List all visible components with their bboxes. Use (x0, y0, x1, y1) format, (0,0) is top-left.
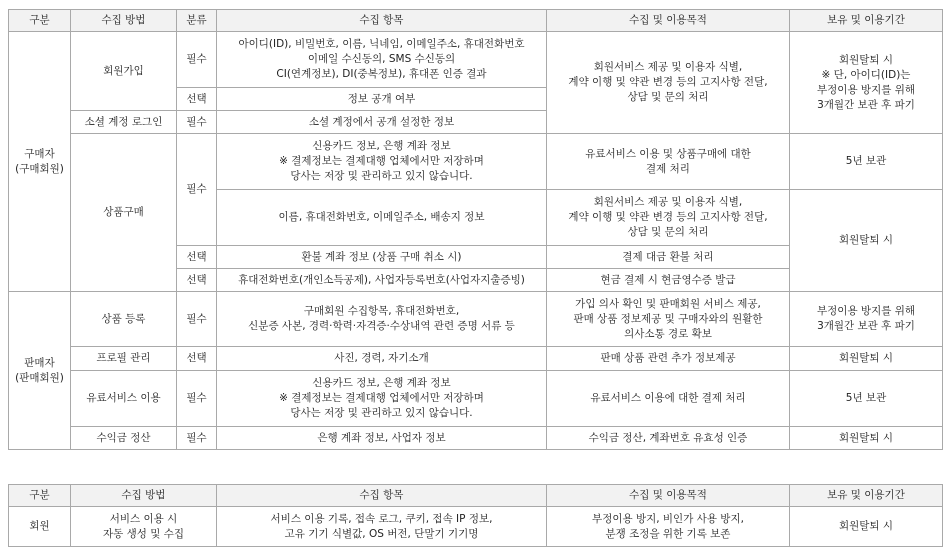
auto-collection-table (8, 484, 943, 547)
header-retention: 보유 및 이용기간 (790, 485, 943, 507)
social-items-cell: 소셜 계정에서 공개 설정한 정보 (217, 111, 547, 134)
signup-purpose-cell: 회원서비스 제공 및 이용자 식별, 계약 이행 및 약관 변경 등의 고지사항 전달, 상담 및 문의 처리 (547, 32, 790, 134)
paid-method-cell: 유료서비스 이용 (71, 371, 177, 427)
purchase-payment-purpose: 유료서비스 이용 및 상품구매에 대한 결제 처리 (547, 134, 790, 190)
seller-group-cell: 판매자 (판매회원) (9, 292, 71, 450)
purchase-contact-purpose: 회원서비스 제공 및 이용자 식별, 계약 이행 및 약관 변경 등의 고지사항 전달, 상담 및 문의 처리 (547, 190, 790, 246)
social-method-cell: 소셜 계정 로그인 (71, 111, 177, 134)
settlement-items-cell: 은행 계좌 정보, 사업자 정보 (217, 427, 547, 450)
refund-purpose-cell: 결제 대금 환불 처리 (547, 246, 790, 269)
profile-retention-cell: 회원탈퇴 시 (790, 347, 943, 371)
settlement-purpose-cell: 수익금 정산, 계좌번호 유효성 인증 (547, 427, 790, 450)
paid-retention-cell: 5년 보관 (790, 371, 943, 427)
receipt-items-cell: 휴대전화번호(개인소득공제), 사업자등록번호(사업자지출증빙) (217, 269, 547, 292)
signup-optional-type: 선택 (177, 88, 217, 111)
table-row (9, 134, 943, 190)
member-category-cell: 회원 (9, 507, 71, 547)
paid-purpose-cell: 유료서비스 이용에 대한 결제 처리 (547, 371, 790, 427)
member-purpose-cell: 부정이용 방지, 비인가 사용 방지, 분쟁 조정을 위한 기록 보존 (547, 507, 790, 547)
receipt-type-cell: 선택 (177, 269, 217, 292)
purchase-required-type: 필수 (177, 134, 217, 246)
refund-type-cell: 선택 (177, 246, 217, 269)
header-category: 구분 (9, 10, 71, 32)
header-method: 수집 방법 (71, 10, 177, 32)
settlement-retention-cell: 회원탈퇴 시 (790, 427, 943, 450)
header-category: 구분 (9, 485, 71, 507)
privacy-collection-table (8, 9, 943, 450)
purchase-method-cell: 상품구매 (71, 134, 177, 292)
table-row (9, 292, 943, 347)
social-type-cell: 필수 (177, 111, 217, 134)
signup-required-items: 아이디(ID), 비밀번호, 이름, 닉네임, 이메일주소, 휴대전화번호 이메일 수신동의, SMS 수신동의 CI(연계정보), DI(중복정보), 휴대폰 인증 결과 (217, 32, 547, 88)
register-items-cell: 구매회원 수집항목, 휴대전화번호, 신분증 사본, 경력·학력·자격증·수상내역 관련 증명 서류 등 (217, 292, 547, 347)
settlement-method-cell: 수익금 정산 (71, 427, 177, 450)
profile-items-cell: 사진, 경력, 자기소개 (217, 347, 547, 371)
register-method-cell: 상품 등록 (71, 292, 177, 347)
table-header-row (9, 10, 943, 32)
header-method: 수집 방법 (71, 485, 217, 507)
member-retention-cell: 회원탈퇴 시 (790, 507, 943, 547)
purchase-payment-items: 신용카드 정보, 은행 계좌 정보 ※ 결제정보는 결제대행 업체에서만 저장하며 당사는 저장 및 관리하고 있지 않습니다. (217, 134, 547, 190)
receipt-purpose-cell: 현금 결제 시 현금영수증 발급 (547, 269, 790, 292)
header-purpose: 수집 및 이용목적 (547, 485, 790, 507)
profile-type-cell: 선택 (177, 347, 217, 371)
register-purpose-cell: 가입 의사 확인 및 판매회원 서비스 제공, 판매 상품 정보제공 및 구매자와의 원활한 의사소통 경로 확보 (547, 292, 790, 347)
header-items: 수집 항목 (217, 485, 547, 507)
table-header-row (9, 485, 943, 507)
member-method-cell: 서비스 이용 시 자동 생성 및 수집 (71, 507, 217, 547)
purchase-contact-items: 이름, 휴대전화번호, 이메일주소, 배송지 정보 (217, 190, 547, 246)
table-row (9, 32, 943, 88)
table-row (9, 427, 943, 450)
paid-type-cell: 필수 (177, 371, 217, 427)
signup-required-type: 필수 (177, 32, 217, 88)
header-items: 수집 항목 (217, 10, 547, 32)
paid-items-cell: 신용카드 정보, 은행 계좌 정보 ※ 결제정보는 결제대행 업체에서만 저장하며 당사는 저장 및 관리하고 있지 않습니다. (217, 371, 547, 427)
member-items-cell: 서비스 이용 기록, 접속 로그, 쿠키, 접속 IP 정보, 고유 기기 식별값, OS 버전, 단말기 기기명 (217, 507, 547, 547)
signup-retention-cell: 회원탈퇴 시 ※ 단, 아이디(ID)는 부정이용 방지를 위해 3개월간 보관 후 파기 (790, 32, 943, 134)
signup-optional-items: 정보 공개 여부 (217, 88, 547, 111)
profile-purpose-cell: 판매 상품 관련 추가 정보제공 (547, 347, 790, 371)
profile-method-cell: 프로필 관리 (71, 347, 177, 371)
settlement-type-cell: 필수 (177, 427, 217, 450)
header-retention: 보유 및 이용기간 (790, 10, 943, 32)
purchase-payment-retention: 5년 보관 (790, 134, 943, 190)
table-row (9, 371, 943, 427)
buyer-group-cell: 구매자 (구매회원) (9, 32, 71, 292)
table-row (9, 507, 943, 547)
header-type: 분류 (177, 10, 217, 32)
purchase-retention-withdraw: 회원탈퇴 시 (790, 190, 943, 292)
register-retention-cell: 부정이용 방지를 위해 3개월간 보관 후 파기 (790, 292, 943, 347)
signup-method-cell: 회원가입 (71, 32, 177, 111)
refund-items-cell: 환불 계좌 정보 (상품 구매 취소 시) (217, 246, 547, 269)
table-row (9, 347, 943, 371)
register-type-cell: 필수 (177, 292, 217, 347)
header-purpose: 수집 및 이용목적 (547, 10, 790, 32)
